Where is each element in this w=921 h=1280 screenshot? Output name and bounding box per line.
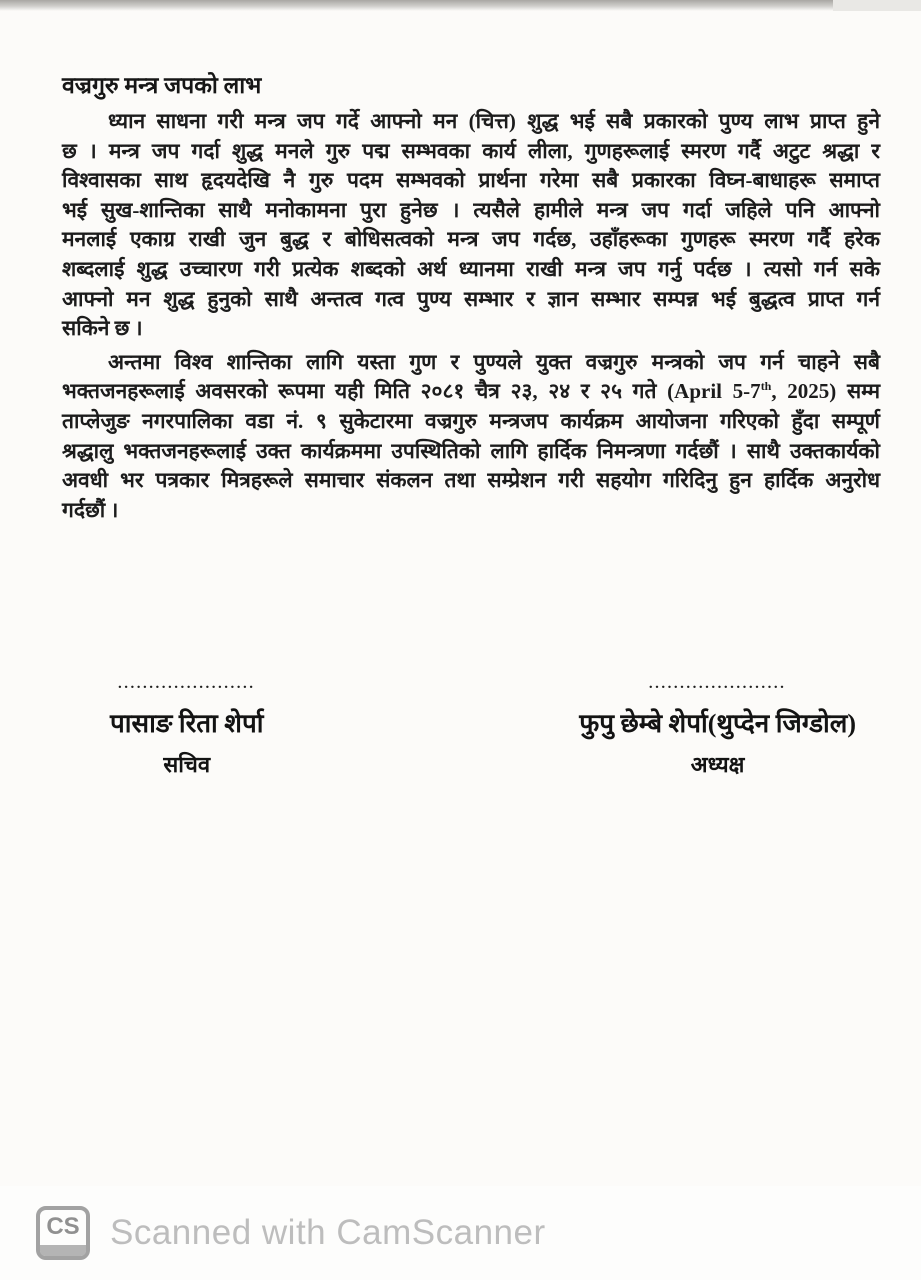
camscanner-footer (0, 1186, 921, 1280)
document-title: वज्रगुरु मन्त्र जपको लाभ (62, 73, 262, 98)
date-line-pre: भक्तजनहरूलाई अवसरको रूपमा यही मिति २०८१ चैत्र २३, २४ र २५ गते (April 5-7 (62, 379, 761, 404)
signature-secretary (110, 677, 263, 779)
paragraph-2 (62, 348, 880, 526)
body-line: विश्वासका साथ हृदयदेखि नै गुरु पदम सम्भवको प्रार्थना गरेमा सबै प्रकारका विघ्न-बाधाहरू समाप्त (62, 168, 880, 193)
ordinal-superscript: th (760, 379, 772, 394)
camscanner-logo-letters: CS (46, 1213, 80, 1240)
body-line: गर्दछौं । (62, 497, 119, 522)
signature-block (62, 677, 880, 779)
camscanner-label: Scanned with CamScanner (110, 1213, 546, 1252)
signature-dotted-line: ...................... (117, 676, 256, 693)
date-line-post: , 2025) सम्म (771, 379, 881, 404)
signature-chairman (579, 677, 856, 779)
signatory-name: फुपु छेम्बे शेर्पा(थुप्देन जिग्डोल) (579, 709, 856, 739)
body-line-with-date (62, 377, 880, 407)
body-line: ताप्लेजुङ नगरपालिका वडा नं. ९ सुकेटारमा वज्रगुरु मन्त्रजप कार्यक्रम आयोजना गरिएको हुँदा सम्पूर्ण (62, 408, 880, 433)
body-line: भई सुख-शान्तिका साथै मनोकामना पुरा हुनेछ । त्यसैले हामीले मन्त्र जप गर्दा जहिले पनि आफ्नो (62, 197, 880, 222)
signatory-role: अध्यक्ष (690, 752, 745, 778)
paragraph-1 (62, 107, 880, 344)
body-line: ध्यान साधना गरी मन्त्र जप गर्दे आफ्नो मन (चित्त) शुद्ध भई सबै प्रकारको पुण्य लाभ प्राप्त हुने (108, 109, 880, 133)
body-line: श्रद्धालु भक्तजनहरूलाई उक्त कार्यक्रममा उपस्थितिको लागि हार्दिक निमन्त्रणा गर्दछौं । साथै उक्तकार्यको (62, 438, 880, 463)
body-line: अवधी भर पत्रकार मित्रहरूले समाचार संकलन तथा सम्प्रेशन गरी सहयोग गरिदिनु हुन हार्दिक अनुरोध (62, 468, 880, 493)
body-line: मनलाई एकाग्र राखी जुन बुद्ध र बोधिसत्वको मन्त्र जप गर्दछ, उहाँहरूका गुणहरू स्मरण गर्दै हरेक (62, 227, 880, 252)
body-line: अन्तमा विश्व शान्तिका लागि यस्ता गुण र पुण्यले युक्त वज्रगुरु मन्त्रको जप गर्न चाहने सबै (108, 349, 880, 374)
signature-dotted-line: ...................... (648, 676, 787, 693)
body-line: सकिने छ । (62, 316, 143, 341)
body-line: छ । मन्त्र जप गर्दा शुद्ध मनले गुरु पद्म सम्भवका कार्य लीला, गुणहरूलाई स्मरण गर्दै अटुट श्रद्धा र (62, 138, 880, 163)
scan-edge-artifact (0, 0, 921, 11)
camscanner-logo-icon (36, 1206, 90, 1260)
body-line: आफ्नो मन शुद्ध हुनुको साथै अन्तत्व गत्व पुण्य सम्भार र ज्ञान सम्भार सम्पन्न भई बुद्धत्व प्राप्त गर्न (62, 286, 880, 311)
signatory-name: पासाङ रिता शेर्पा (110, 709, 264, 739)
body-line: शब्दलाई शुद्ध उच्चारण गरी प्रत्येक शब्दको अर्थ ध्यानमा राखी मन्त्र जप गर्नु पर्दछ । त्यसो गर्न सके (62, 256, 880, 281)
signatory-role: सचिव (163, 752, 211, 778)
camscanner-logo-base (40, 1245, 86, 1256)
